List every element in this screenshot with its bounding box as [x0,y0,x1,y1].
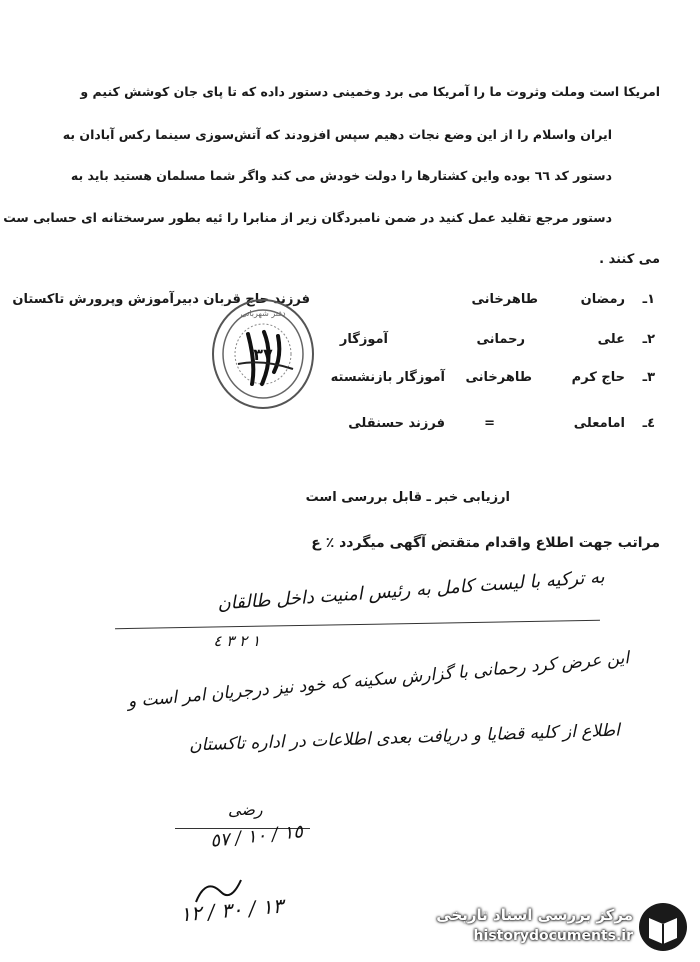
speaker-3-desc: آموزگار بازنشسته [330,370,445,385]
official-stamp [208,294,318,414]
paragraph-line-4: دستور مرجع تقلید عمل کنید در ضمن نامبردگان زیر از منابرا را ئیه بطور سرسختانه ای حسابی ست [3,210,612,225]
speaker-2-number: ٢ـ [642,332,655,347]
assessment-text: ارزیابی خبر ـ قابل بررسی است [305,490,510,505]
speaker-1-first: رمضان [580,292,625,307]
stamp-number: ٣٧ [253,345,273,364]
speaker-2-last: رحمانی [476,332,525,347]
paragraph-line-2: ایران واسلام را از این وضع نجات دهیم سپس افزودند که آتش‌سوزی سینما رکس آبادان به [62,127,612,142]
speaker-1-last: طاهرخانی [471,292,538,307]
speaker-4-last: = [484,416,495,431]
handwritten-signature-1-top: رضی [228,800,263,819]
speaker-2-desc: آموزگار [339,332,388,347]
speaker-3-number: ٣ـ [642,370,655,385]
speaker-2-first: علی [597,332,625,347]
handwritten-note-2-line-1: این عرض کرد رحمانی با گزارش سکینه که خود نیز درجریان امر است و [127,648,630,712]
book-logo-icon [637,900,689,954]
stamp-text: دفتر شهربانی [240,309,286,318]
paragraph-line-5: می کنند . [599,252,660,267]
source-watermark [410,898,695,958]
handwritten-note-1: به ترکیه با لیست کامل به رئیس امنیت داخل طالقان [216,566,606,615]
speaker-4-first: امامعلی [573,416,625,431]
paragraph-line-1: امریکا است وملت وثروت ما را آمریکا می برد وخمینی دستور داده که تا پای جان کوشش کنیم و [80,84,660,99]
paragraph-line-3: دستور کد ٦٦ بوده واین کشتارها را دولت خودش می کند واگر شما مسلمان هستید باید به [70,168,612,183]
speaker-4-desc: فرزند حسنقلی [348,416,445,431]
forward-note: مراتب جهت اطلاع واقدام متقتض آگهی میگردد ٪ ع [311,535,660,551]
speaker-1-number: ١ـ [642,292,655,307]
handwritten-note-2-line-2: اطلاع از کلیه قضایا و دریافت بعدی اطلاعات در اداره تاکستان [188,720,621,756]
handwritten-signature-2-date: ١٣ / ٣٠ / ١٢ [179,893,285,927]
speaker-3-last: طاهرخانی [465,370,532,385]
speaker-3-first: حاج کرم [571,370,625,385]
handwritten-signature-1-date: ١٥ / ١٠ / ٥٧ [209,821,304,852]
watermark-url: historydocuments.ir [473,928,633,944]
speaker-4-number: ٤ـ [642,416,655,431]
divider-line-1 [115,620,600,629]
watermark-org-name: مرکز بررسی اسناد تاریخی [436,906,633,924]
handwritten-numbers: ١ ٢ ٣ ٤ [213,632,260,650]
speaker-1-desc: فرزند حاج قربان دبیرآموزش وپرورش تاکستان [12,292,310,307]
